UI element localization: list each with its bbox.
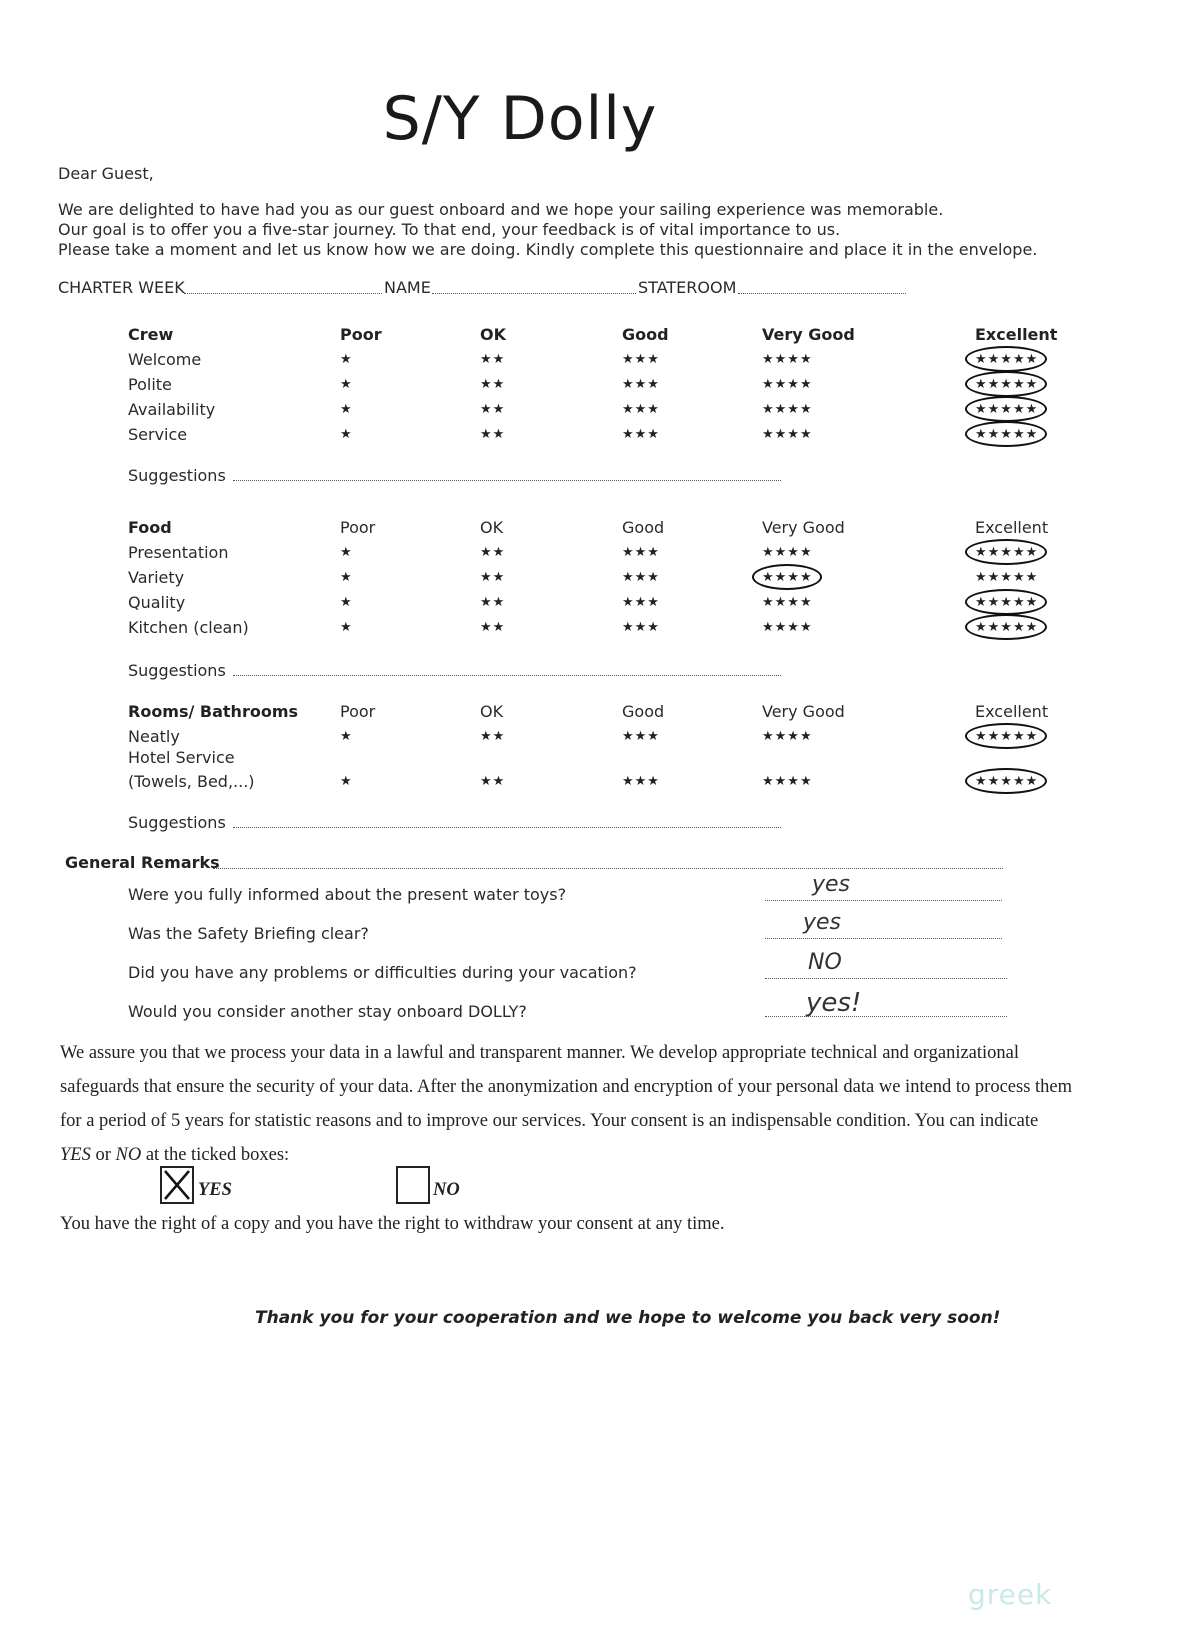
rating-stars-2[interactable]: ★★ [480, 377, 506, 392]
rating-stars-1[interactable]: ★ [340, 402, 353, 417]
food-suggestions-field[interactable] [233, 675, 781, 676]
selected-rating-circle [965, 396, 1047, 422]
rating-stars-4[interactable]: ★★★★ [762, 620, 813, 635]
rating-stars-5[interactable]: ★★★★★ [975, 545, 1039, 560]
selected-rating-circle [965, 346, 1047, 372]
rating-stars-2[interactable]: ★★ [480, 729, 506, 744]
crew-polite-label: Polite [128, 375, 172, 394]
rating-header-very-good: Very Good [762, 702, 845, 721]
stateroom-field[interactable] [738, 293, 906, 294]
consent-yes-label: YES [198, 1180, 232, 1200]
crew-suggestions-field[interactable] [233, 480, 781, 481]
closing-text: Thank you for your cooperation and we hope to welcome you back very soon! [255, 1308, 1001, 1328]
answer-problems: NO [808, 950, 842, 975]
rating-header-very-good: Very Good [762, 325, 855, 344]
selected-rating-circle [965, 589, 1047, 615]
name-label: NAME [384, 278, 431, 297]
rating-stars-2[interactable]: ★★ [480, 570, 506, 585]
rating-stars-3[interactable]: ★★★ [622, 729, 660, 744]
rating-stars-5[interactable]: ★★★★★ [975, 427, 1039, 442]
intro-line-1: We are delighted to have had you as our guest onboard and we hope your sailing experience was memorable. [58, 200, 944, 219]
food-quality-label: Quality [128, 593, 186, 612]
selected-rating-circle [752, 564, 822, 590]
privacy-line-4 [60, 1145, 289, 1166]
rating-stars-5[interactable]: ★★★★★ [975, 774, 1039, 789]
stateroom-label: STATEROOM [638, 278, 737, 297]
selected-rating-circle [965, 614, 1047, 640]
crew-suggestions-label: Suggestions [128, 466, 226, 485]
section-title-food: Food [128, 518, 172, 537]
rating-stars-1[interactable]: ★ [340, 774, 353, 789]
rating-header-poor: Poor [340, 518, 376, 537]
rating-stars-3[interactable]: ★★★ [622, 774, 660, 789]
privacy-no-text: NO [115, 1145, 142, 1165]
rating-stars-1[interactable]: ★ [340, 352, 353, 367]
privacy-or-text: or [90, 1145, 116, 1165]
answer-line-water-toys[interactable] [765, 900, 1002, 901]
rating-stars-4[interactable]: ★★★★ [762, 352, 813, 367]
general-remarks-title: General Remarks [65, 853, 220, 872]
page-title: S/Y Dolly [382, 84, 658, 154]
rating-stars-5[interactable]: ★★★★★ [975, 729, 1039, 744]
rating-stars-3[interactable]: ★★★ [622, 545, 660, 560]
rating-header-good: Good [622, 518, 665, 537]
rating-stars-3[interactable]: ★★★ [622, 377, 660, 392]
question-problems: Did you have any problems or difficulties during your vacation? [128, 963, 637, 982]
rating-stars-2[interactable]: ★★ [480, 620, 506, 635]
answer-line-problems[interactable] [765, 978, 1007, 979]
rating-header-poor: Poor [340, 325, 382, 344]
crew-welcome-label: Welcome [128, 350, 202, 369]
consent-yes-checkbox[interactable] [160, 1166, 194, 1204]
food-kitchen-label: Kitchen (clean) [128, 618, 249, 637]
privacy-line-1: We assure you that we process your data in a lawful and transparent manner. We develop appropriate technical and organizational [60, 1043, 1020, 1063]
rating-stars-3[interactable]: ★★★ [622, 595, 660, 610]
food-presentation-label: Presentation [128, 543, 229, 562]
crew-availability-label: Availability [128, 400, 216, 419]
rating-stars-1[interactable]: ★ [340, 545, 353, 560]
rating-stars-1[interactable]: ★ [340, 729, 353, 744]
rating-stars-1[interactable]: ★ [340, 377, 353, 392]
question-another-stay: Would you consider another stay onboard DOLLY? [128, 1002, 527, 1021]
rating-stars-4[interactable]: ★★★★ [762, 595, 813, 610]
section-title-crew: Crew [128, 325, 174, 344]
rating-stars-3[interactable]: ★★★ [622, 402, 660, 417]
selected-rating-circle [965, 539, 1047, 565]
rating-stars-2[interactable]: ★★ [480, 595, 506, 610]
rooms-suggestions-field[interactable] [233, 827, 781, 828]
rating-stars-4[interactable]: ★★★★ [762, 427, 813, 442]
intro-line-3: Please take a moment and let us know how we are doing. Kindly complete this questionnaire and place it in the envelope. [58, 240, 1038, 259]
answer-line-another-stay[interactable] [765, 1016, 1007, 1017]
food-suggestions-label: Suggestions [128, 661, 226, 680]
rating-stars-5[interactable]: ★★★★★ [975, 402, 1039, 417]
rating-header-ok: OK [480, 702, 504, 721]
rating-header-excellent: Excellent [975, 702, 1049, 721]
charter-week-field[interactable] [184, 293, 382, 294]
rating-stars-2[interactable]: ★★ [480, 352, 506, 367]
rating-stars-3[interactable]: ★★★ [622, 352, 660, 367]
rating-stars-1[interactable]: ★ [340, 620, 353, 635]
selected-rating-circle [965, 421, 1047, 447]
rating-stars-4[interactable]: ★★★★ [762, 729, 813, 744]
rooms-hotel-service-label-2: (Towels, Bed,...) [128, 772, 255, 791]
privacy-line-2: safeguards that ensure the security of your data. After the anonymization and encryption of your personal data we intend to process them [60, 1077, 1073, 1097]
section-title-rooms: Rooms/ Bathrooms [128, 702, 299, 721]
rooms-hotel-service-label: Hotel Service [128, 748, 235, 767]
rooms-neatly-label: Neatly [128, 727, 180, 746]
rating-header-ok: OK [480, 518, 504, 537]
rating-header-ok: OK [480, 325, 506, 344]
rating-stars-4[interactable]: ★★★★ [762, 570, 813, 585]
question-safety-briefing: Was the Safety Briefing clear? [128, 924, 369, 943]
selected-rating-circle [965, 768, 1047, 794]
watermark-logo: greek [968, 1578, 1053, 1611]
rating-header-good: Good [622, 702, 665, 721]
name-field[interactable] [432, 293, 636, 294]
answer-another-stay: yes! [806, 988, 862, 1018]
answer-water-toys: yes [812, 872, 851, 897]
rooms-suggestions-label: Suggestions [128, 813, 226, 832]
rating-stars-1[interactable]: ★ [340, 570, 353, 585]
rating-stars-5[interactable]: ★★★★★ [975, 595, 1039, 610]
answer-safety-briefing: yes [803, 910, 842, 935]
rating-stars-4[interactable]: ★★★★ [762, 545, 813, 560]
rating-header-very-good: Very Good [762, 518, 845, 537]
food-variety-label: Variety [128, 568, 185, 587]
checkbox-x-icon [162, 1168, 192, 1202]
rating-stars-3[interactable]: ★★★ [622, 427, 660, 442]
rating-stars-4[interactable]: ★★★★ [762, 774, 813, 789]
rating-stars-3[interactable]: ★★★ [622, 620, 660, 635]
rating-stars-2[interactable]: ★★ [480, 427, 506, 442]
rating-stars-2[interactable]: ★★ [480, 774, 506, 789]
privacy-line-3: for a period of 5 years for statistic reasons and to improve our services. Your consent is an indispensable condition. You can indicate [60, 1111, 1039, 1131]
charter-week-label: CHARTER WEEK [58, 278, 185, 297]
rating-stars-4[interactable]: ★★★★ [762, 377, 813, 392]
rating-header-excellent: Excellent [975, 325, 1058, 344]
rating-stars-2[interactable]: ★★ [480, 545, 506, 560]
rating-header-excellent: Excellent [975, 518, 1049, 537]
rating-stars-5[interactable]: ★★★★★ [975, 570, 1039, 585]
rating-stars-3[interactable]: ★★★ [622, 570, 660, 585]
rights-text: You have the right of a copy and you have the right to withdraw your consent at any time. [60, 1214, 725, 1234]
selected-rating-circle [965, 371, 1047, 397]
privacy-rest-text: at the ticked boxes: [141, 1145, 290, 1165]
crew-service-label: Service [128, 425, 188, 444]
rating-stars-1[interactable]: ★ [340, 595, 353, 610]
rating-header-good: Good [622, 325, 669, 344]
rating-header-poor: Poor [340, 702, 376, 721]
privacy-yes-text: YES [60, 1145, 91, 1165]
rating-stars-1[interactable]: ★ [340, 427, 353, 442]
rating-stars-5[interactable]: ★★★★★ [975, 620, 1039, 635]
general-remarks-field[interactable] [213, 868, 1003, 869]
greeting: Dear Guest, [58, 164, 154, 183]
rating-stars-5[interactable]: ★★★★★ [975, 352, 1039, 367]
answer-line-safety-briefing[interactable] [765, 938, 1002, 939]
selected-rating-circle [965, 723, 1047, 749]
intro-line-2: Our goal is to offer you a five-star journey. To that end, your feedback is of vital importance to us. [58, 220, 841, 239]
rating-stars-2[interactable]: ★★ [480, 402, 506, 417]
consent-no-checkbox[interactable] [396, 1166, 430, 1204]
rating-stars-4[interactable]: ★★★★ [762, 402, 813, 417]
rating-stars-5[interactable]: ★★★★★ [975, 377, 1039, 392]
consent-no-label: NO [433, 1180, 460, 1200]
question-water-toys: Were you fully informed about the present water toys? [128, 885, 567, 904]
